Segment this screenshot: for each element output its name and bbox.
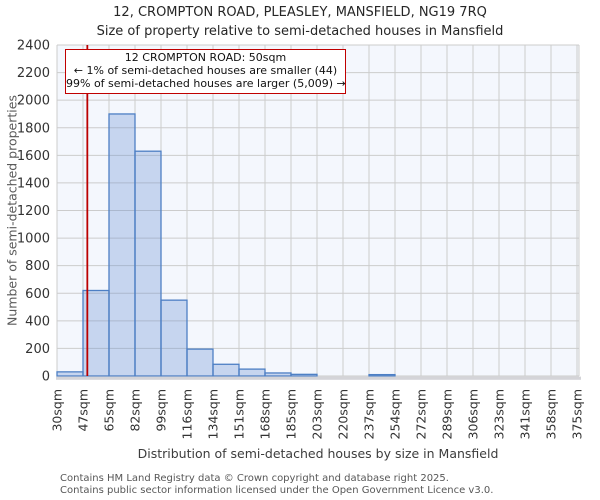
x-tick-label: 30sqm [49, 389, 65, 432]
y-tick-label: 2200 [16, 66, 50, 82]
chart-subtitle: Size of property relative to semi-detached houses in Mansfield [96, 24, 504, 39]
x-tick-label: 341sqm [517, 389, 533, 440]
histogram-bar [109, 114, 135, 376]
annotation-property-line: 12 CROMPTON ROAD: 50sqm [124, 51, 287, 64]
histogram-bar [213, 364, 239, 376]
y-tick-label: 1800 [16, 121, 50, 137]
x-tick-label: 289sqm [439, 389, 455, 440]
annotation-larger-line: 99% of semi-detached houses are larger (5,009) → [66, 77, 346, 91]
histogram-bar [135, 151, 161, 376]
histogram-bar [161, 300, 187, 376]
annotation-smaller-line: ← 1% of semi-detached houses are smaller (44) [73, 64, 338, 78]
x-tick-label: 168sqm [257, 389, 273, 440]
y-tick-label: 1200 [16, 204, 50, 219]
x-tick-label: 47sqm [75, 389, 91, 432]
x-tick-label: 272sqm [413, 389, 429, 440]
y-tick-label: 200 [25, 341, 50, 357]
histogram-bar [187, 349, 213, 376]
x-tick-label: 254sqm [387, 389, 403, 440]
y-tick-label: 800 [25, 259, 50, 275]
x-axis-line [56, 377, 581, 380]
marker-annotation-box [65, 49, 346, 94]
x-tick-label: 306sqm [465, 389, 481, 440]
histogram-bar [369, 375, 395, 376]
y-tick-label: 600 [25, 286, 50, 302]
histogram-bar [57, 372, 83, 376]
x-tick-label: 358sqm [543, 389, 559, 440]
y-tick-label: 2400 [16, 38, 50, 54]
y-tick-label: 400 [25, 314, 50, 330]
y-tick-label: 1400 [16, 176, 50, 192]
y-tick-label: 1000 [16, 231, 50, 247]
x-axis-label: Distribution of semi-detached houses by size in Mansfield [137, 446, 499, 461]
histogram-bar [265, 373, 291, 376]
x-tick-label: 82sqm [127, 389, 143, 432]
x-tick-label: 151sqm [231, 389, 247, 440]
y-tick-label: 0 [41, 369, 50, 385]
chart-title: 12, CROMPTON ROAD, PLEASLEY, MANSFIELD, NG19 7RQ [113, 5, 487, 20]
histogram-bar [291, 374, 317, 376]
attribution-text [60, 473, 493, 496]
y-tick-label: 2000 [16, 93, 50, 109]
attribution-line-2: Contains public sector information licensed under the Open Government Licence v3.0. [60, 484, 494, 496]
histogram-bar [239, 369, 265, 376]
x-tick-label: 185sqm [283, 389, 299, 440]
x-tick-label: 375sqm [569, 389, 585, 440]
y-tick-label: 1600 [16, 148, 50, 164]
attribution-line-1: Contains HM Land Registry data © Crown copyright and database right 2025. [60, 473, 449, 484]
x-tick-label: 99sqm [153, 389, 169, 432]
x-tick-label: 323sqm [491, 389, 507, 440]
x-tick-label: 116sqm [179, 389, 195, 440]
x-tick-label: 237sqm [361, 389, 377, 440]
x-tick-label: 65sqm [101, 389, 117, 432]
x-tick-label: 203sqm [309, 389, 325, 440]
x-tick-label: 134sqm [205, 389, 221, 440]
x-tick-label: 220sqm [335, 389, 351, 440]
y-axis-label: Number of semi-detached properties [4, 95, 20, 326]
